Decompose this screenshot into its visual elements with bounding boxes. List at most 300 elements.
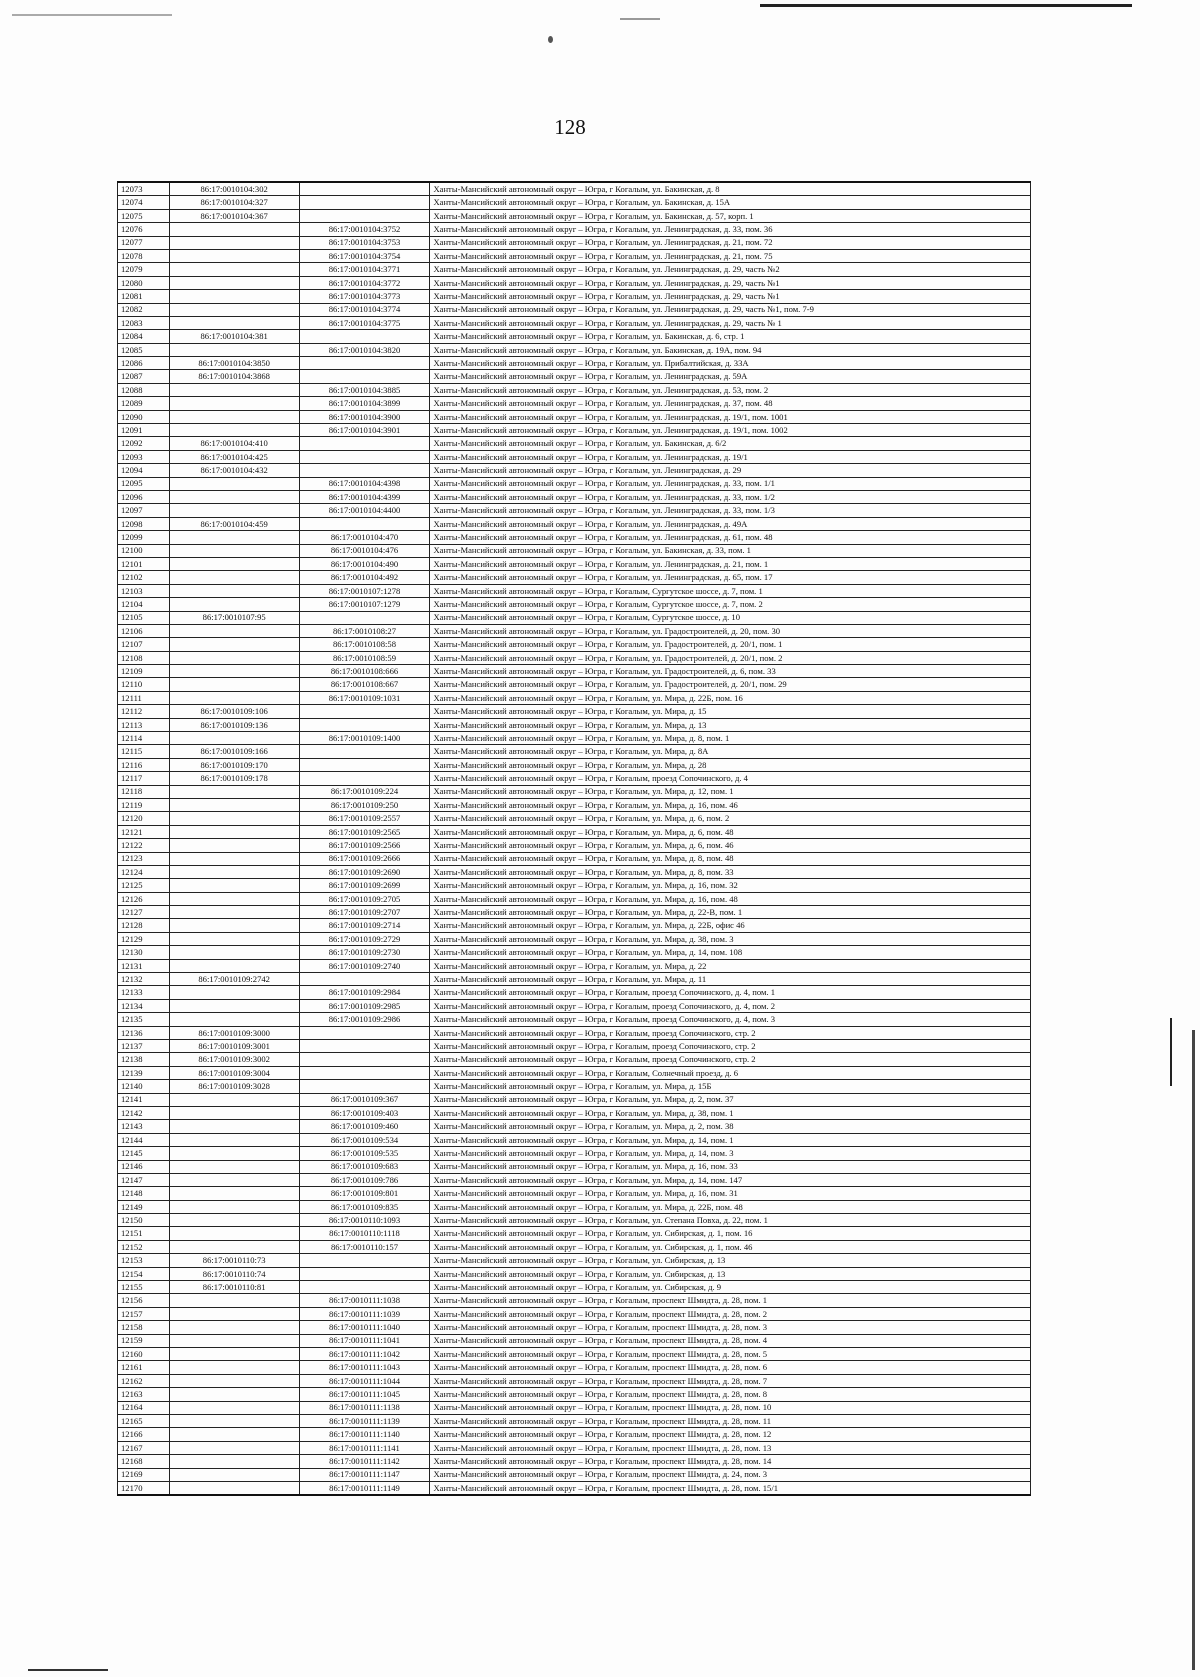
table-row bbox=[118, 557, 1031, 570]
row-number-cell: 12111 bbox=[118, 691, 170, 704]
row-number-cell: 12086 bbox=[118, 357, 170, 370]
cadastral-number-cell bbox=[169, 638, 299, 651]
row-number-cell: 12162 bbox=[118, 1374, 170, 1387]
address-street: ул. Градостроителей, д. 20/1, пом. 2 bbox=[652, 652, 783, 663]
address-cell bbox=[430, 825, 1031, 838]
address-street: ул. Ленинградская, д. 65, пом. 17 bbox=[652, 572, 773, 583]
address-region-prefix: Ханты-Мансийский автономный округ – Югра, г Когалым, bbox=[433, 866, 653, 877]
address-region-prefix: Ханты-Мансийский автономный округ – Югра, г Когалым, bbox=[433, 1308, 653, 1319]
table-row bbox=[118, 611, 1031, 624]
address-street: проспект Шмидта, д. 28, пом. 5 bbox=[652, 1348, 768, 1359]
address-street: Сургутское шоссе, д. 7, пом. 2 bbox=[652, 599, 763, 609]
row-number-cell: 12074 bbox=[118, 196, 170, 209]
cadastral-number-cell bbox=[169, 906, 299, 919]
address-street: ул. Сибирская, д. 1, пом. 16 bbox=[652, 1228, 753, 1239]
row-number-cell: 12076 bbox=[118, 223, 170, 236]
address-cell bbox=[430, 1093, 1031, 1106]
address-cell bbox=[430, 1481, 1031, 1495]
row-number-cell: 12082 bbox=[118, 303, 170, 316]
address-street: ул. Мира, д. 22 bbox=[652, 960, 707, 971]
address-street: ул. Прибалтийская, д. 33А bbox=[652, 357, 749, 368]
address-street: ул. Мира, д. 38, пом. 1 bbox=[652, 1107, 734, 1118]
address-street: ул. Ленинградская, д. 33, пом. 36 bbox=[652, 224, 773, 235]
cadastral-number-cell bbox=[169, 410, 299, 423]
table-row bbox=[118, 437, 1031, 450]
cadastral-number-cell bbox=[169, 665, 299, 678]
table-row bbox=[118, 182, 1031, 196]
premises-cadastral-number-cell: 86:17:0010108:59 bbox=[299, 651, 430, 664]
address-street: проспект Шмидта, д. 28, пом. 2 bbox=[652, 1308, 768, 1319]
address-region-prefix: Ханты-Мансийский автономный округ – Югра, г Когалым, bbox=[433, 1228, 653, 1239]
table-row bbox=[118, 1227, 1031, 1240]
row-number-cell: 12166 bbox=[118, 1428, 170, 1441]
table-row bbox=[118, 517, 1031, 530]
address-cell bbox=[430, 316, 1031, 329]
cadastral-number-cell bbox=[169, 1455, 299, 1468]
cadastral-number-cell bbox=[169, 303, 299, 316]
cadastral-number-cell bbox=[169, 999, 299, 1012]
address-street: ул. Сибирская, д. 9 bbox=[652, 1281, 722, 1292]
row-number-cell: 12098 bbox=[118, 517, 170, 530]
cadastral-number-cell bbox=[169, 1374, 299, 1387]
premises-cadastral-number-cell: 86:17:0010108:666 bbox=[299, 665, 430, 678]
cadastral-number-cell bbox=[169, 531, 299, 544]
address-street: ул. Бакинская, д. 6/2 bbox=[652, 438, 727, 449]
address-street: ул. Ленинградская, д. 21, пом. 75 bbox=[652, 250, 773, 261]
page-number: 128 bbox=[554, 115, 586, 139]
address-region-prefix: Ханты-Мансийский автономный округ – Югра, г Когалым, bbox=[433, 1040, 653, 1051]
address-cell bbox=[430, 839, 1031, 852]
table-row bbox=[118, 906, 1031, 919]
address-region-prefix: Ханты-Мансийский автономный округ – Югра, г Когалым, bbox=[433, 277, 653, 288]
row-number-cell: 12085 bbox=[118, 343, 170, 356]
row-number-cell: 12143 bbox=[118, 1120, 170, 1133]
table-row bbox=[118, 879, 1031, 892]
row-number-cell: 12132 bbox=[118, 973, 170, 986]
row-number-cell: 12108 bbox=[118, 651, 170, 664]
row-number-cell: 12075 bbox=[118, 209, 170, 222]
premises-cadastral-number-cell: 86:17:0010111:1139 bbox=[299, 1414, 430, 1427]
address-cell bbox=[430, 1013, 1031, 1026]
address-street: ул. Ленинградская, д. 59А bbox=[652, 371, 748, 382]
cadastral-number-cell bbox=[169, 223, 299, 236]
row-number-cell: 12078 bbox=[118, 249, 170, 262]
address-region-prefix: Ханты-Мансийский автономный округ – Югра, г Когалым, bbox=[433, 1482, 653, 1493]
table-row bbox=[118, 1214, 1031, 1227]
table-row bbox=[118, 1080, 1031, 1093]
address-cell bbox=[430, 812, 1031, 825]
table-row bbox=[118, 691, 1031, 704]
address-cell bbox=[430, 611, 1031, 624]
row-number-cell: 12087 bbox=[118, 370, 170, 383]
address-region-prefix: Ханты-Мансийский автономный округ – Югра, г Когалым, bbox=[433, 719, 653, 730]
cadastral-number-cell bbox=[169, 1133, 299, 1146]
cadastral-number-cell: 86:17:0010104:327 bbox=[169, 196, 299, 209]
address-cell bbox=[430, 1214, 1031, 1227]
cadastral-number-cell bbox=[169, 879, 299, 892]
row-number-cell: 12167 bbox=[118, 1441, 170, 1454]
address-cell bbox=[430, 290, 1031, 303]
cadastral-number-cell: 86:17:0010104:3850 bbox=[169, 357, 299, 370]
address-cell bbox=[430, 276, 1031, 289]
address-cell bbox=[430, 584, 1031, 597]
premises-cadastral-number-cell: 86:17:0010109:224 bbox=[299, 785, 430, 798]
address-cell bbox=[430, 397, 1031, 410]
address-street: ул. Мира, д. 16, пом. 32 bbox=[652, 880, 738, 891]
address-region-prefix: Ханты-Мансийский автономный округ – Югра, г Когалым, bbox=[433, 1214, 653, 1225]
cadastral-number-cell bbox=[169, 1120, 299, 1133]
table-row bbox=[118, 865, 1031, 878]
table-row bbox=[118, 450, 1031, 463]
cadastral-number-cell bbox=[169, 1147, 299, 1160]
address-region-prefix: Ханты-Мансийский автономный округ – Югра, г Когалым, bbox=[433, 1201, 653, 1212]
address-region-prefix: Ханты-Мансийский автономный округ – Югра, г Когалым, bbox=[433, 625, 653, 636]
row-number-cell: 12077 bbox=[118, 236, 170, 249]
address-cell bbox=[430, 772, 1031, 785]
address-region-prefix: Ханты-Мансийский автономный округ – Югра, г Когалым, bbox=[433, 1094, 653, 1105]
cadastral-number-cell bbox=[169, 397, 299, 410]
address-cell bbox=[430, 437, 1031, 450]
address-region-prefix: Ханты-Мансийский автономный округ – Югра, г Когалым, bbox=[433, 906, 653, 917]
table-row bbox=[118, 598, 1031, 611]
table-row bbox=[118, 1066, 1031, 1079]
cadastral-number-cell bbox=[169, 691, 299, 704]
table-row bbox=[118, 424, 1031, 437]
table-row bbox=[118, 1187, 1031, 1200]
address-street: ул. Мира, д. 16, пом. 33 bbox=[652, 1161, 738, 1172]
address-street: ул. Ленинградская, д. 61, пом. 48 bbox=[652, 532, 773, 543]
address-region-prefix: Ханты-Мансийский автономный округ – Югра, г Когалым, bbox=[433, 1134, 653, 1145]
address-street: ул. Ленинградская, д. 19/1, пом. 1001 bbox=[652, 411, 788, 422]
address-street: проспект Шмидта, д. 28, пом. 12 bbox=[652, 1429, 772, 1440]
address-cell bbox=[430, 1455, 1031, 1468]
row-number-cell: 12164 bbox=[118, 1401, 170, 1414]
address-street: ул. Мира, д. 6, пом. 46 bbox=[652, 840, 734, 851]
premises-cadastral-number-cell: 86:17:0010111:1138 bbox=[299, 1401, 430, 1414]
address-cell bbox=[430, 424, 1031, 437]
address-street: ул. Мира, д. 16, пом. 31 bbox=[652, 1188, 738, 1199]
row-number-cell: 12159 bbox=[118, 1334, 170, 1347]
table-row bbox=[118, 276, 1031, 289]
row-number-cell: 12088 bbox=[118, 383, 170, 396]
address-street: ул. Ленинградская, д. 21, пом. 1 bbox=[652, 558, 769, 569]
table-row bbox=[118, 999, 1031, 1012]
premises-cadastral-number-cell: 86:17:0010104:476 bbox=[299, 544, 430, 557]
table-row bbox=[118, 812, 1031, 825]
cadastral-number-cell: 86:17:0010104:302 bbox=[169, 182, 299, 196]
address-cell bbox=[430, 1414, 1031, 1427]
row-number-cell: 12090 bbox=[118, 410, 170, 423]
address-region-prefix: Ханты-Мансийский автономный округ – Югра, г Когалым, bbox=[433, 518, 653, 529]
row-number-cell: 12109 bbox=[118, 665, 170, 678]
address-cell bbox=[430, 1361, 1031, 1374]
address-cell bbox=[430, 517, 1031, 530]
cadastral-number-cell bbox=[169, 1481, 299, 1495]
address-cell bbox=[430, 1080, 1031, 1093]
address-cell bbox=[430, 1441, 1031, 1454]
address-street: ул. Ленинградская, д. 29 bbox=[652, 465, 742, 476]
address-street: ул. Мира, д. 14, пом. 147 bbox=[652, 1174, 743, 1185]
registry-body bbox=[118, 182, 1031, 1495]
row-number-cell: 12147 bbox=[118, 1173, 170, 1186]
row-number-cell: 12118 bbox=[118, 785, 170, 798]
premises-cadastral-number-cell: 86:17:0010111:1044 bbox=[299, 1374, 430, 1387]
address-street: проспект Шмидта, д. 28, пом. 15/1 bbox=[652, 1482, 779, 1493]
address-street: ул. Мира, д. 8, пом. 33 bbox=[652, 866, 734, 877]
address-street: ул. Градостроителей, д. 6, пом. 33 bbox=[652, 665, 776, 676]
premises-cadastral-number-cell bbox=[299, 1254, 430, 1267]
row-number-cell: 12148 bbox=[118, 1187, 170, 1200]
cadastral-number-cell bbox=[169, 1106, 299, 1119]
table-row bbox=[118, 1133, 1031, 1146]
premises-cadastral-number-cell: 86:17:0010109:2690 bbox=[299, 865, 430, 878]
premises-cadastral-number-cell bbox=[299, 357, 430, 370]
cadastral-number-cell: 86:17:0010109:170 bbox=[169, 758, 299, 771]
address-region-prefix: Ханты-Мансийский автономный округ – Югра, г Когалым, bbox=[433, 933, 653, 944]
table-row bbox=[118, 1468, 1031, 1481]
row-number-cell: 12120 bbox=[118, 812, 170, 825]
address-region-prefix: Ханты-Мансийский автономный округ – Югра, г Когалым, bbox=[433, 558, 653, 569]
address-region-prefix: Ханты-Мансийский автономный округ – Югра, г Когалым, bbox=[433, 1027, 653, 1038]
premises-cadastral-number-cell: 86:17:0010104:3771 bbox=[299, 263, 430, 276]
cadastral-number-cell bbox=[169, 249, 299, 262]
table-row bbox=[118, 397, 1031, 410]
address-region-prefix: Ханты-Мансийский автономный округ – Югра, г Когалым, bbox=[433, 532, 653, 543]
address-cell bbox=[430, 1066, 1031, 1079]
address-region-prefix: Ханты-Мансийский автономный округ – Югра, г Когалым, bbox=[433, 1161, 653, 1172]
row-number-cell: 12122 bbox=[118, 839, 170, 852]
cadastral-number-cell bbox=[169, 624, 299, 637]
address-region-prefix: Ханты-Мансийский автономный округ – Югра, г Когалым, bbox=[433, 357, 653, 368]
cadastral-number-cell bbox=[169, 1321, 299, 1334]
premises-cadastral-number-cell: 86:17:0010109:2730 bbox=[299, 946, 430, 959]
address-street: ул. Мира, д. 22Б, пом. 48 bbox=[652, 1201, 743, 1212]
address-street: ул. Мира, д. 16, пом. 48 bbox=[652, 893, 738, 904]
address-cell bbox=[430, 1240, 1031, 1253]
address-region-prefix: Ханты-Мансийский автономный округ – Югра, г Когалым, bbox=[433, 304, 653, 315]
cadastral-number-cell bbox=[169, 1441, 299, 1454]
premises-cadastral-number-cell bbox=[299, 718, 430, 731]
address-street: ул. Ленинградская, д. 29, часть № 1 bbox=[652, 317, 782, 328]
address-street: ул. Бакинская, д. 8 bbox=[652, 183, 720, 194]
cadastral-number-cell bbox=[169, 892, 299, 905]
address-region-prefix: Ханты-Мансийский автономный округ – Югра, г Когалым, bbox=[433, 1429, 653, 1440]
row-number-cell: 12127 bbox=[118, 906, 170, 919]
address-street: ул. Ленинградская, д. 33, пом. 1/2 bbox=[652, 491, 775, 502]
row-number-cell: 12100 bbox=[118, 544, 170, 557]
address-region-prefix: Ханты-Мансийский автономный округ – Югра, г Когалым, bbox=[433, 411, 653, 422]
cadastral-number-cell bbox=[169, 1414, 299, 1427]
address-region-prefix: Ханты-Мансийский автономный округ – Югра, г Когалым, bbox=[433, 1348, 653, 1359]
premises-cadastral-number-cell: 86:17:0010109:460 bbox=[299, 1120, 430, 1133]
address-cell bbox=[430, 1227, 1031, 1240]
table-row bbox=[118, 1294, 1031, 1307]
cadastral-number-cell bbox=[169, 544, 299, 557]
address-region-prefix: Ханты-Мансийский автономный округ – Югра, г Когалым, bbox=[433, 317, 653, 328]
address-street: ул. Ленинградская, д. 53, пом. 2 bbox=[652, 384, 769, 395]
address-street: ул. Ленинградская, д. 37, пом. 48 bbox=[652, 398, 773, 409]
row-number-cell: 12124 bbox=[118, 865, 170, 878]
address-cell bbox=[430, 209, 1031, 222]
address-region-prefix: Ханты-Мансийский автономный округ – Югра, г Когалым, bbox=[433, 732, 653, 743]
address-street: ул. Мира, д. 16, пом. 46 bbox=[652, 799, 738, 810]
premises-cadastral-number-cell: 86:17:0010111:1045 bbox=[299, 1388, 430, 1401]
address-region-prefix: Ханты-Мансийский автономный округ – Югра, г Когалым, bbox=[433, 880, 653, 891]
table-row bbox=[118, 303, 1031, 316]
premises-cadastral-number-cell bbox=[299, 745, 430, 758]
cadastral-number-cell bbox=[169, 785, 299, 798]
premises-cadastral-number-cell: 86:17:0010108:58 bbox=[299, 638, 430, 651]
table-row bbox=[118, 1455, 1031, 1468]
row-number-cell: 12103 bbox=[118, 584, 170, 597]
scan-artifact-right-edge bbox=[1192, 1030, 1195, 1670]
address-region-prefix: Ханты-Мансийский автономный округ – Югра, г Когалым, bbox=[433, 1107, 653, 1118]
row-number-cell: 12163 bbox=[118, 1388, 170, 1401]
cadastral-number-cell bbox=[169, 1227, 299, 1240]
address-region-prefix: Ханты-Мансийский автономный округ – Югра, г Когалым, bbox=[433, 424, 653, 435]
address-street: проспект Шмидта, д. 28, пом. 11 bbox=[652, 1415, 772, 1426]
cadastral-number-cell: 86:17:0010109:3002 bbox=[169, 1053, 299, 1066]
table-row bbox=[118, 1321, 1031, 1334]
cadastral-number-cell bbox=[169, 1173, 299, 1186]
cadastral-number-cell bbox=[169, 1294, 299, 1307]
table-row bbox=[118, 1401, 1031, 1414]
premises-cadastral-number-cell: 86:17:0010109:2984 bbox=[299, 986, 430, 999]
address-cell bbox=[430, 1401, 1031, 1414]
cadastral-number-cell bbox=[169, 651, 299, 664]
row-number-cell: 12144 bbox=[118, 1133, 170, 1146]
address-region-prefix: Ханты-Мансийский автономный округ – Югра, г Когалым, bbox=[433, 1442, 653, 1453]
scan-artifact-speck bbox=[548, 36, 553, 43]
cadastral-number-cell bbox=[169, 1428, 299, 1441]
address-street: проезд Сопочинского, стр. 2 bbox=[652, 1027, 756, 1038]
table-row bbox=[118, 1374, 1031, 1387]
cadastral-number-cell bbox=[169, 1093, 299, 1106]
cadastral-number-cell bbox=[169, 932, 299, 945]
table-row bbox=[118, 745, 1031, 758]
premises-cadastral-number-cell: 86:17:0010109:2740 bbox=[299, 959, 430, 972]
address-cell bbox=[430, 1254, 1031, 1267]
premises-cadastral-number-cell: 86:17:0010104:3754 bbox=[299, 249, 430, 262]
address-cell bbox=[430, 383, 1031, 396]
address-cell bbox=[430, 303, 1031, 316]
row-number-cell: 12102 bbox=[118, 571, 170, 584]
table-row bbox=[118, 892, 1031, 905]
address-region-prefix: Ханты-Мансийский автономный округ – Югра, г Когалым, bbox=[433, 264, 653, 275]
row-number-cell: 12154 bbox=[118, 1267, 170, 1280]
address-region-prefix: Ханты-Мансийский автономный округ – Югра, г Когалым, bbox=[433, 1335, 653, 1346]
address-street: проезд Сопочинского, стр. 2 bbox=[652, 1054, 756, 1065]
address-street: проезд Сопочинского, д. 4, пом. 2 bbox=[652, 1000, 776, 1011]
address-cell bbox=[430, 919, 1031, 932]
address-street: ул. Ленинградская, д. 33, пом. 1/3 bbox=[652, 505, 775, 516]
premises-cadastral-number-cell bbox=[299, 1281, 430, 1294]
address-cell bbox=[430, 1307, 1031, 1320]
row-number-cell: 12146 bbox=[118, 1160, 170, 1173]
table-row bbox=[118, 959, 1031, 972]
table-row bbox=[118, 932, 1031, 945]
cadastral-number-cell bbox=[169, 1347, 299, 1360]
cadastral-number-cell bbox=[169, 1214, 299, 1227]
cadastral-number-cell: 86:17:0010110:81 bbox=[169, 1281, 299, 1294]
address-street: проспект Шмидта, д. 28, пом. 10 bbox=[652, 1402, 772, 1413]
premises-cadastral-number-cell: 86:17:0010104:3901 bbox=[299, 424, 430, 437]
scan-artifact-speck bbox=[12, 14, 172, 16]
table-row bbox=[118, 531, 1031, 544]
cadastral-number-cell: 86:17:0010109:3004 bbox=[169, 1066, 299, 1079]
address-region-prefix: Ханты-Мансийский автономный округ – Югра, г Когалым, bbox=[433, 840, 653, 851]
table-row bbox=[118, 839, 1031, 852]
address-cell bbox=[430, 651, 1031, 664]
address-street: ул. Мира, д. 2, пом. 38 bbox=[652, 1121, 734, 1132]
address-cell bbox=[430, 691, 1031, 704]
address-cell bbox=[430, 1147, 1031, 1160]
premises-cadastral-number-cell: 86:17:0010109:786 bbox=[299, 1173, 430, 1186]
row-number-cell: 12104 bbox=[118, 598, 170, 611]
table-row bbox=[118, 638, 1031, 651]
address-region-prefix: Ханты-Мансийский автономный округ – Югра, г Когалым, bbox=[433, 1188, 653, 1199]
address-cell bbox=[430, 732, 1031, 745]
premises-cadastral-number-cell bbox=[299, 182, 430, 196]
cadastral-number-cell bbox=[169, 290, 299, 303]
address-street: ул. Сибирская, д. 13 bbox=[652, 1255, 726, 1266]
cadastral-number-cell bbox=[169, 946, 299, 959]
address-region-prefix: Ханты-Мансийский автономный округ – Югра, г Когалым, bbox=[433, 973, 653, 984]
row-number-cell: 12150 bbox=[118, 1214, 170, 1227]
address-region-prefix: Ханты-Мансийский автономный округ – Югра, г Когалым, bbox=[433, 210, 653, 221]
table-row bbox=[118, 504, 1031, 517]
table-row bbox=[118, 798, 1031, 811]
cadastral-number-cell bbox=[169, 571, 299, 584]
address-street: проезд Сопочинского, д. 4, пом. 3 bbox=[652, 1014, 776, 1025]
address-street: ул. Бакинская, д. 6, стр. 1 bbox=[652, 331, 745, 342]
address-cell bbox=[430, 477, 1031, 490]
cadastral-number-cell bbox=[169, 1361, 299, 1374]
cadastral-number-cell bbox=[169, 1401, 299, 1414]
address-street: ул. Ленинградская, д. 49А bbox=[652, 518, 748, 529]
address-cell bbox=[430, 410, 1031, 423]
premises-cadastral-number-cell bbox=[299, 370, 430, 383]
cadastral-number-cell bbox=[169, 490, 299, 503]
address-region-prefix: Ханты-Мансийский автономный округ – Югра, г Когалым, bbox=[433, 1014, 653, 1025]
scan-artifact-speck bbox=[620, 18, 660, 20]
cadastral-number-cell bbox=[169, 1388, 299, 1401]
table-row bbox=[118, 1106, 1031, 1119]
table-row bbox=[118, 1013, 1031, 1026]
row-number-cell: 12156 bbox=[118, 1294, 170, 1307]
premises-cadastral-number-cell bbox=[299, 705, 430, 718]
address-region-prefix: Ханты-Мансийский автономный округ – Югра, г Когалым, bbox=[433, 465, 653, 476]
premises-cadastral-number-cell: 86:17:0010104:470 bbox=[299, 531, 430, 544]
row-number-cell: 12089 bbox=[118, 397, 170, 410]
address-region-prefix: Ханты-Мансийский автономный округ – Югра, г Когалым, bbox=[433, 987, 653, 998]
address-cell bbox=[430, 357, 1031, 370]
address-cell bbox=[430, 249, 1031, 262]
premises-cadastral-number-cell: 86:17:0010111:1141 bbox=[299, 1441, 430, 1454]
address-street: Солнечный проезд, д. 6 bbox=[652, 1067, 738, 1078]
address-street: проезд Сопочинского, стр. 2 bbox=[652, 1040, 756, 1051]
premises-cadastral-number-cell: 86:17:0010109:2985 bbox=[299, 999, 430, 1012]
premises-cadastral-number-cell: 86:17:0010111:1149 bbox=[299, 1481, 430, 1495]
table-row bbox=[118, 464, 1031, 477]
address-cell bbox=[430, 705, 1031, 718]
premises-cadastral-number-cell bbox=[299, 196, 430, 209]
table-row bbox=[118, 973, 1031, 986]
row-number-cell: 12145 bbox=[118, 1147, 170, 1160]
row-number-cell: 12092 bbox=[118, 437, 170, 450]
table-row bbox=[118, 343, 1031, 356]
premises-cadastral-number-cell: 86:17:0010109:835 bbox=[299, 1200, 430, 1213]
